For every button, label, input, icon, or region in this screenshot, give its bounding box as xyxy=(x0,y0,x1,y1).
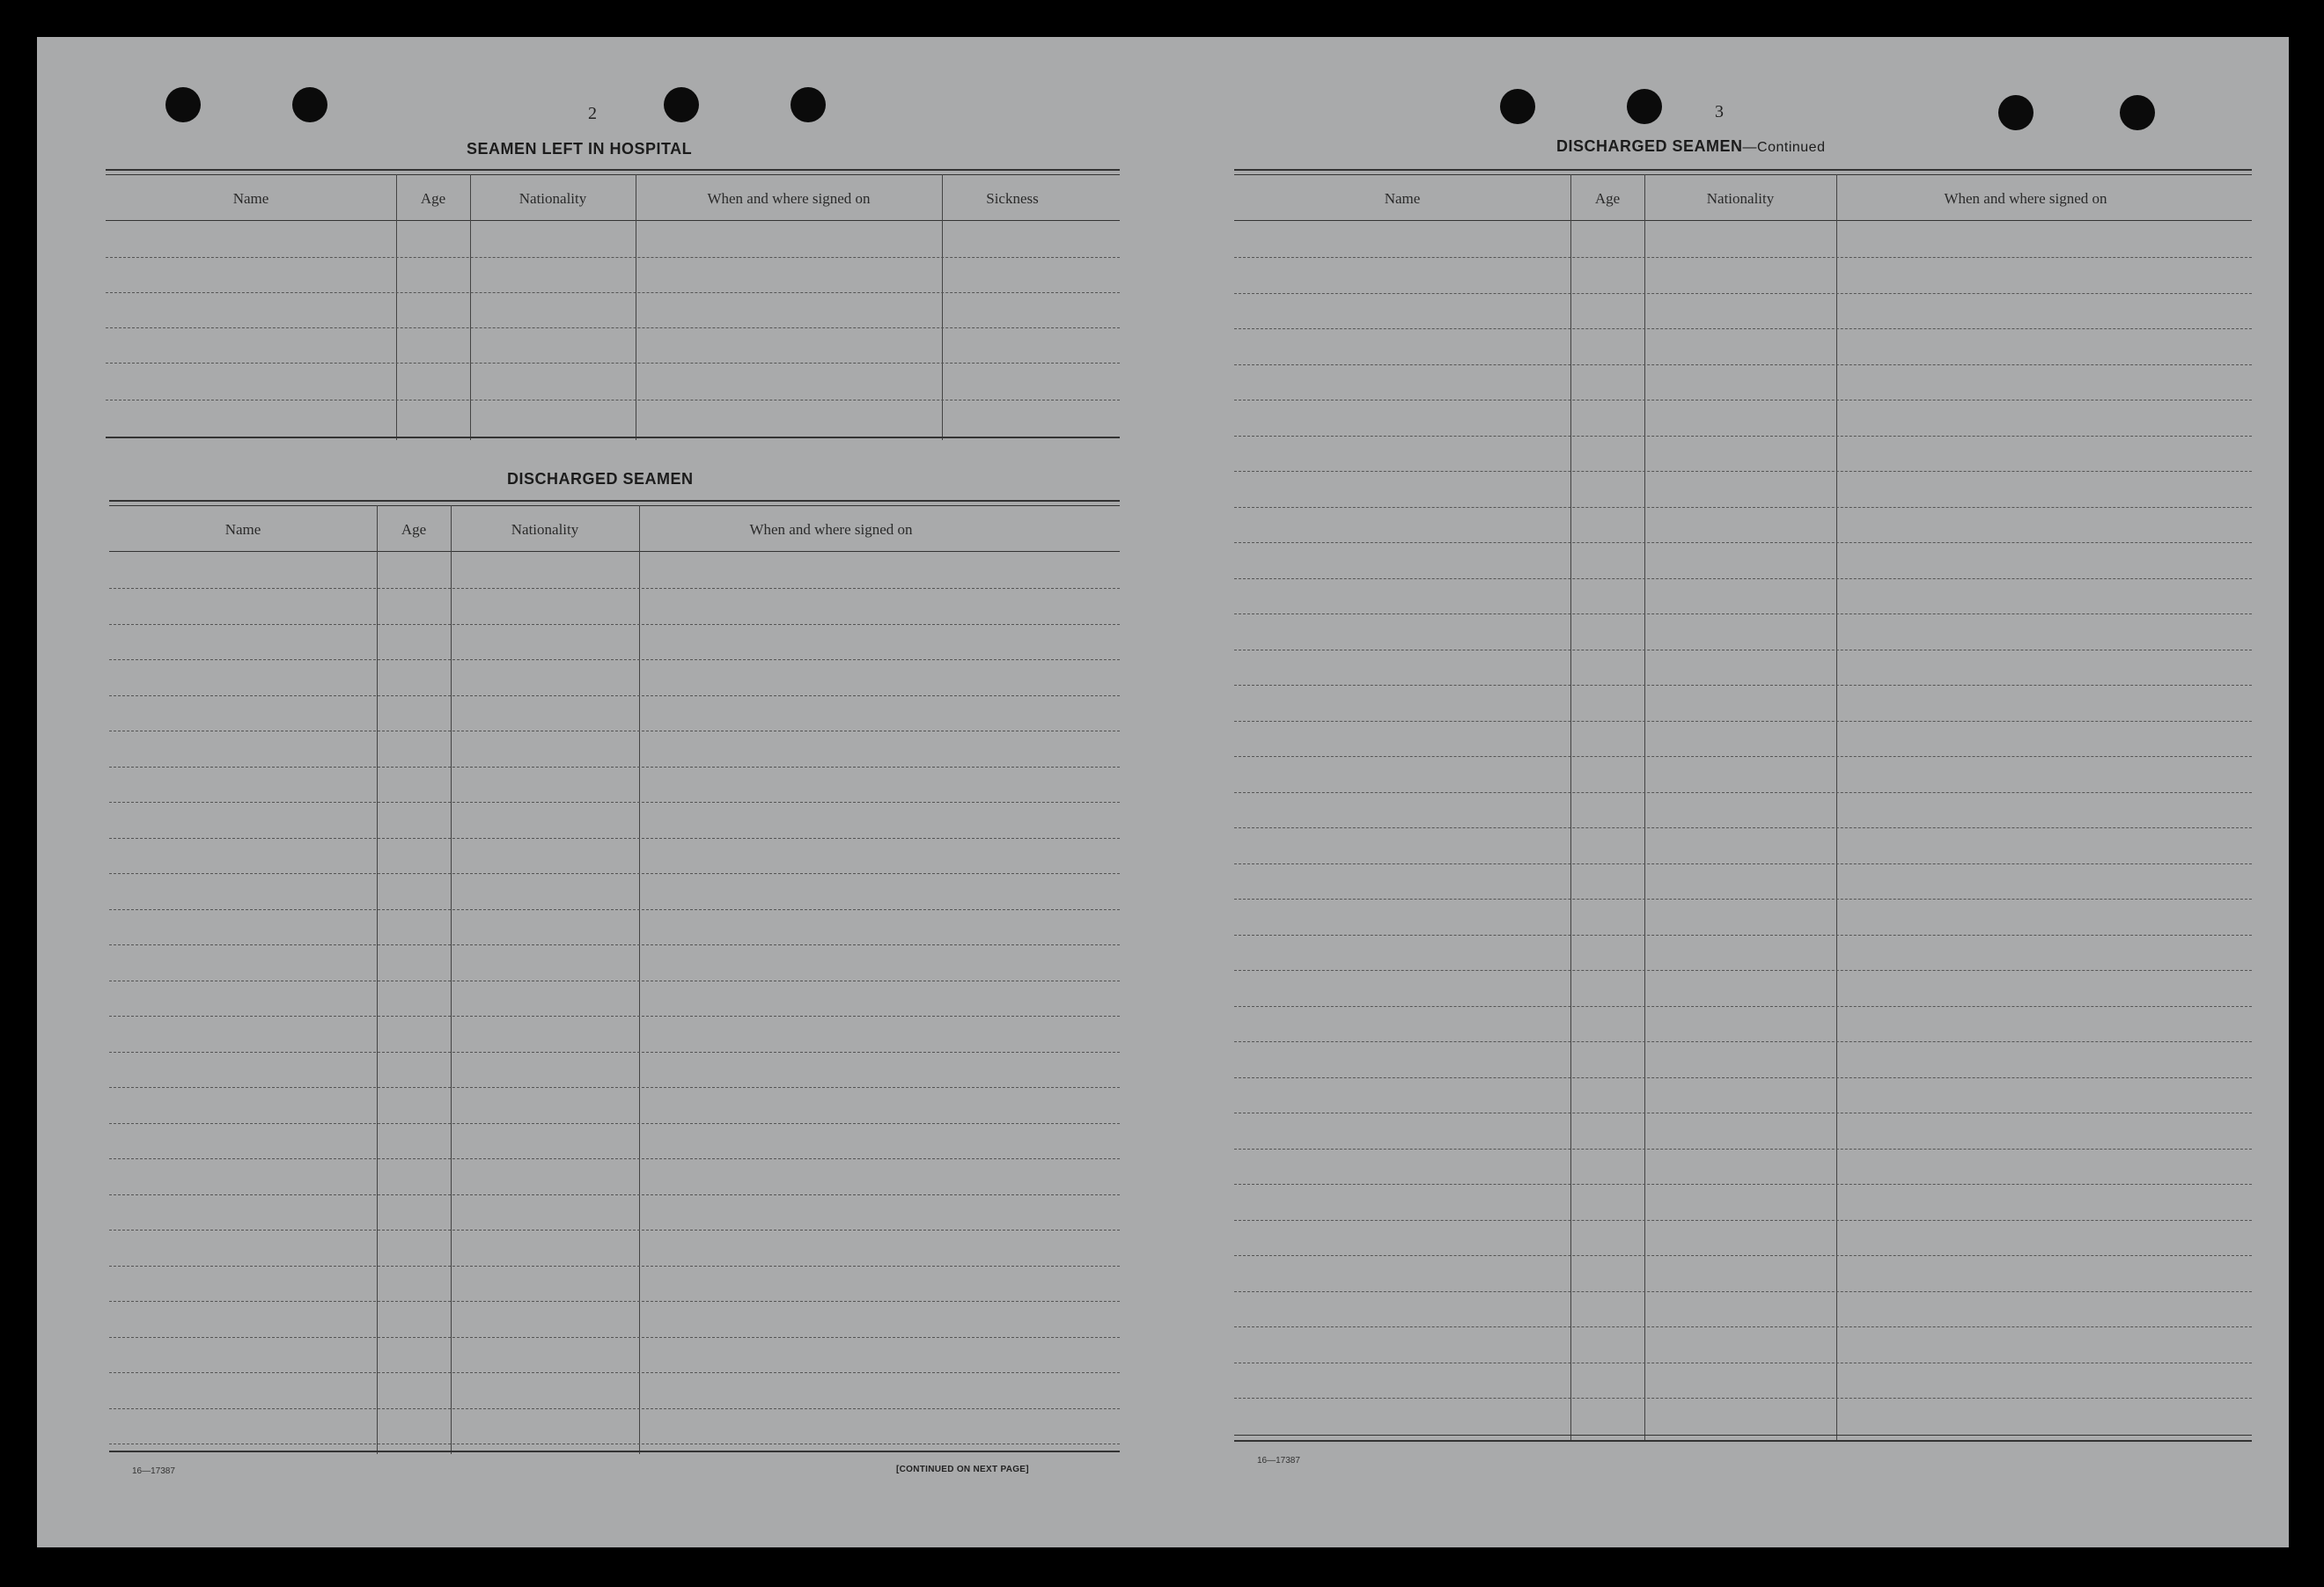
discharged-continued-title: DISCHARGED SEAMEN—Continued xyxy=(1556,137,1826,155)
table-row xyxy=(106,257,1120,258)
form-code-left: 16—17387 xyxy=(132,1466,175,1476)
table-row xyxy=(109,1266,1120,1267)
table-row xyxy=(1234,935,2252,936)
col-header-nationality: Nationality xyxy=(511,521,579,538)
table-row xyxy=(106,292,1120,293)
punch-hole xyxy=(1500,89,1535,124)
table-row xyxy=(1234,1291,2252,1292)
table-row xyxy=(1234,1149,2252,1150)
hospital-table xyxy=(106,169,1120,486)
discharged-continued-table xyxy=(1234,169,2252,1489)
table-row xyxy=(1234,293,2252,294)
table-row xyxy=(106,327,1120,328)
discharged-section-title: DISCHARGED SEAMEN xyxy=(507,470,694,488)
table-row xyxy=(109,1158,1120,1159)
table-row xyxy=(109,1052,1120,1053)
table-row xyxy=(109,944,1120,945)
page-number-right: 3 xyxy=(1715,102,1724,121)
col-header-sickness: Sickness xyxy=(986,190,1039,207)
punch-hole xyxy=(2120,95,2155,130)
table-row xyxy=(1234,685,2252,686)
table-row xyxy=(1234,542,2252,543)
table-row xyxy=(109,909,1120,910)
punch-hole xyxy=(1627,89,1662,124)
table-row xyxy=(1234,899,2252,900)
col-header-age: Age xyxy=(420,190,446,207)
table-row xyxy=(1234,1077,2252,1078)
table-row xyxy=(109,838,1120,839)
col-header-name: Name xyxy=(1384,190,1421,207)
table-row xyxy=(109,1194,1120,1195)
table-row xyxy=(1234,578,2252,579)
table-row xyxy=(109,1016,1120,1017)
table-row xyxy=(1234,257,2252,258)
continued-note: [CONTINUED ON NEXT PAGE] xyxy=(896,1465,1029,1474)
col-header-age: Age xyxy=(1594,190,1621,207)
table-row xyxy=(109,624,1120,625)
page-number-left: 2 xyxy=(588,104,597,123)
table-row xyxy=(109,767,1120,768)
punch-hole xyxy=(664,87,699,122)
table-row xyxy=(1234,364,2252,365)
table-row xyxy=(109,1301,1120,1302)
table-row xyxy=(1234,1326,2252,1327)
col-header-name: Name xyxy=(224,521,261,538)
punch-hole xyxy=(292,87,327,122)
col-header-signed-on: When and where signed on xyxy=(749,521,913,538)
table-row xyxy=(109,1123,1120,1124)
col-header-signed-on: When and where signed on xyxy=(1944,190,2107,207)
table-row xyxy=(1234,436,2252,437)
table-row xyxy=(1234,863,2252,864)
table-row xyxy=(106,363,1120,364)
hospital-section-title: SEAMEN LEFT IN HOSPITAL xyxy=(467,140,693,158)
table-row xyxy=(109,802,1120,803)
table-row xyxy=(109,1408,1120,1409)
table-row xyxy=(1234,721,2252,722)
table-row xyxy=(1234,1398,2252,1399)
table-row xyxy=(1234,970,2252,971)
table-row xyxy=(109,659,1120,660)
col-header-nationality: Nationality xyxy=(518,190,587,207)
table-row xyxy=(1234,1184,2252,1185)
table-row xyxy=(109,588,1120,589)
punch-hole xyxy=(165,87,201,122)
table-row xyxy=(1234,507,2252,508)
table-row xyxy=(1234,1041,2252,1042)
table-row xyxy=(1234,328,2252,329)
table-row xyxy=(1234,756,2252,757)
form-code-right: 16—17387 xyxy=(1257,1456,1300,1466)
table-row xyxy=(1234,792,2252,793)
col-header-signed-on: When and where signed on xyxy=(707,190,871,207)
table-row xyxy=(109,873,1120,874)
col-header-age: Age xyxy=(401,521,427,538)
table-row xyxy=(1234,1255,2252,1256)
table-row xyxy=(109,1087,1120,1088)
table-row xyxy=(109,1337,1120,1338)
punch-hole xyxy=(1998,95,2034,130)
punch-hole xyxy=(791,87,826,122)
table-row xyxy=(1234,471,2252,472)
discharged-table xyxy=(109,500,1120,1495)
table-row xyxy=(1234,827,2252,828)
table-row xyxy=(109,1230,1120,1231)
document-sheet xyxy=(37,37,2289,1547)
table-row xyxy=(1234,613,2252,614)
table-row xyxy=(109,1372,1120,1373)
table-row xyxy=(109,695,1120,696)
col-header-name: Name xyxy=(232,190,269,207)
table-row xyxy=(1234,1220,2252,1221)
col-header-nationality: Nationality xyxy=(1706,190,1775,207)
table-row xyxy=(1234,1006,2252,1007)
